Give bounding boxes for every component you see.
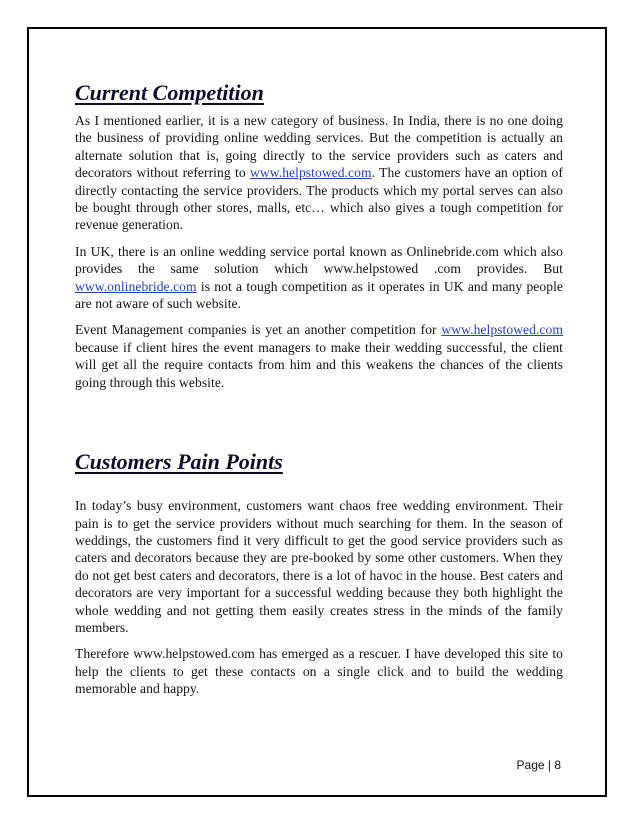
paragraph-competition-2 xyxy=(75,243,563,313)
text: As I mentioned earlier, it is a new category of business. In India, there is no one doing the business of providing online wedding services. But the competition is actually an alternate solution that is, going directly to the service providers such as caters and decorators without referring to xyxy=(75,113,563,181)
heading-customers-pain-points: Customers Pain Points xyxy=(75,449,283,475)
heading-current-competition: Current Competition xyxy=(75,80,264,105)
page-content xyxy=(75,80,563,707)
paragraph-pain-1: In today’s busy environment, customers want chaos free wedding environment. Their pain is to get the service providers without much searching for them. In the season of weddings, the customers find it very difficult to get the good service providers such as caters and decorators because they are pre-booked by some other customers. When they do not get best caters and decorators, there is a lot of havoc in the house. Best caters and decorators are very important for a successful wedding because they both highlight the whole wedding and not getting them easily creates stress in the minds of the family members. xyxy=(75,498,563,635)
paragraph-competition-1 xyxy=(75,112,563,234)
text: . The customers have an option of directly contacting the service providers. The products which my portal serves can also be bought through other stores, malls, etc… which also gives a tough competition for revenue generation. xyxy=(75,165,563,233)
link-onlinebride[interactable]: www.onlinebride.com xyxy=(75,278,197,294)
link-helpstowed[interactable]: www.helpstowed.com xyxy=(441,322,563,338)
page-number: Page | 8 xyxy=(516,758,561,772)
link-helpstowed[interactable]: www.helpstowed.com xyxy=(250,165,372,181)
text: because if client hires the event managers to make their wedding successful, the client will get all the require contacts from him and this weakens the chances of the clients going through this website. xyxy=(75,339,563,390)
text: In UK, there is an online wedding service portal known as Onlinebride.com which also provides the same solution which www.helpstowed .com provides. But xyxy=(75,243,563,277)
paragraph-competition-3 xyxy=(75,321,563,391)
text: Event Management companies is yet an another competition for xyxy=(75,322,442,338)
paragraph-pain-2: Therefore www.helpstowed.com has emerged as a rescuer. I have developed this site to help the clients to get these contacts on a single click and to build the wedding memorable and happy. xyxy=(75,646,563,697)
text: is not a tough competition as it operates in UK and many people are not aware of such website. xyxy=(75,278,563,312)
